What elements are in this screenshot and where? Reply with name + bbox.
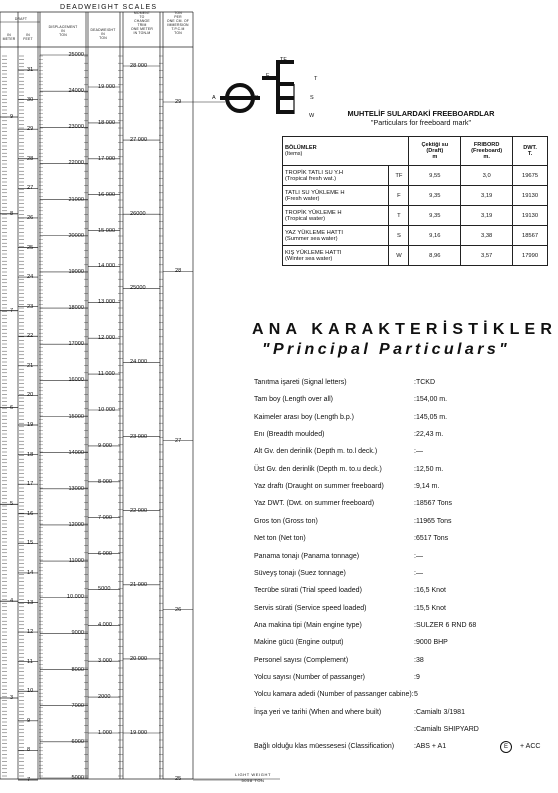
spec-value: :Camialtı SHIPYARD: [414, 726, 479, 733]
deadweight-tick-label: 19 000: [98, 84, 116, 90]
spec-value: :145,05 m.: [414, 413, 448, 421]
deadweight-tick-label: 5000: [98, 586, 111, 593]
feet-tick-label: 12: [27, 629, 34, 636]
mark-label-b: B: [255, 95, 259, 101]
meter-tick-label: 5: [10, 501, 14, 508]
mark-label-s: S: [310, 95, 314, 101]
feet-tick-label: 9: [27, 717, 31, 724]
feet-tick-label: 29: [27, 126, 34, 133]
displacement-tick-label: 19000: [68, 268, 84, 275]
moment-tick-label: 19 000: [130, 730, 148, 736]
deadweight-tick-label: 8 000: [98, 478, 112, 485]
table-row: [283, 246, 548, 266]
spec-label: Personel sayısı (Complement): [254, 656, 349, 664]
deadweight-tick-label: 3 000: [98, 658, 112, 665]
row-name-tr: TROPİK TATLI SU Y.H: [285, 169, 344, 176]
spec-label: Panama tonajı (Panama tonnage): [254, 552, 360, 560]
displacement-tick-label: 13000: [68, 485, 84, 492]
spec-row: [254, 518, 554, 533]
feet-tick-label: 22: [27, 333, 34, 340]
row-name-en: (Summer sea water): [285, 235, 338, 242]
light-weight-value: 5058 TON: [241, 778, 265, 783]
feet-tick-label: 28: [27, 155, 34, 162]
moment-header: MOMENT TO CHANGE TRIM ONE METER IN TON-M: [131, 11, 153, 35]
spec-row: [254, 379, 554, 394]
displacement-tick-label: 10.000: [66, 594, 84, 601]
feet-tick-label: 24: [27, 274, 34, 281]
moment-tick-label: 24 000: [130, 359, 148, 366]
spec-label: Yolcu kamara adedi (Number of passanger cabine):: [254, 691, 414, 699]
freeboard-title: MUHTELİF SULARDAKİ FREEBOARDLAR: [347, 109, 495, 118]
displacement-tick-label: 21000: [68, 196, 84, 203]
mark-label-w: W: [309, 113, 315, 119]
header-dwt-2: T.: [527, 151, 533, 157]
principal-subtitle: "Principal Particulars": [262, 341, 511, 358]
displacement-tick-label: 22000: [68, 160, 84, 167]
mark-label-a: A: [212, 95, 216, 101]
spec-label: İnşa yeri ve tarihi (When and where built): [254, 708, 382, 716]
row-draft: 9,55: [409, 166, 461, 186]
deadweight-tick-label: 4 000: [98, 622, 112, 629]
freeboard-subtitle: "Particulars for freeboard mark": [370, 118, 472, 127]
spec-label: Tanıtma işareti (Signal letters): [254, 379, 347, 386]
deadweight-tick-label: 7 000: [98, 514, 112, 521]
moment-tick-label: 23 000: [130, 433, 148, 440]
spec-value: :Camialtı 3/1981: [414, 708, 465, 716]
spec-value: :16,5 Knot: [414, 587, 446, 595]
row-freeboard: 3,57: [461, 246, 513, 266]
row-name-tr: TATLI SU YÜKLEME H: [285, 189, 345, 196]
spec-label: Net ton (Net ton): [254, 535, 306, 543]
spec-row: [254, 605, 554, 620]
spec-value: :—: [414, 569, 423, 577]
light-weight-label: LIGHT WEIGHT: [234, 772, 272, 777]
spec-label: Makine gücü (Engine output): [254, 639, 344, 647]
row-code: S: [389, 226, 409, 246]
moment-tick-label: 21 000: [130, 581, 148, 588]
tpc-header: TON PER ONE CM. OF IMMERSION T.P.C.M TON: [166, 11, 190, 35]
spec-row: [254, 466, 554, 481]
row-name-en: (Winter sea water): [285, 255, 333, 262]
spec-row: [254, 726, 554, 741]
spec-value: :—: [414, 448, 423, 456]
displacement-tick-label: 25000: [68, 52, 84, 58]
feet-tick-label: 14: [27, 569, 34, 576]
class-mark: [500, 741, 540, 753]
mark-label-f: F: [266, 73, 270, 79]
mark-label-t: T: [314, 76, 318, 82]
feet-tick-label: 30: [27, 96, 34, 103]
header-draft-1: Çektiği su: [421, 142, 449, 148]
spec-value: :15,5 Knot: [414, 604, 446, 612]
row-name-en: (Fresh water): [285, 195, 320, 202]
feet-tick-label: 23: [27, 303, 34, 310]
displacement-tick-label: 8000: [71, 666, 84, 673]
spec-row: [254, 396, 554, 411]
spec-label: Alt Gv. den derinlik (Depth m. to.l deck.): [254, 448, 378, 456]
spec-row: [254, 709, 554, 724]
displacement-tick-label: 7000: [71, 702, 84, 709]
row-name-tr: YAZ YÜKLEME HATTI: [285, 229, 343, 236]
freeboard-header-row: [283, 137, 548, 166]
table-row: [283, 206, 548, 226]
moment-tick-label: 20 000: [130, 655, 148, 662]
spec-row: [254, 622, 554, 637]
deadweight-tick-label: 17 000: [98, 155, 116, 162]
spec-value: :9000 BHP: [414, 639, 448, 647]
principal-title: ANA KARAKTERİSTİKLER: [252, 321, 558, 338]
row-name-en: (Tropical fresh wat.): [285, 175, 337, 182]
deadweight-tick-label: 9 000: [98, 442, 112, 449]
spec-row: [254, 483, 554, 498]
displacement-tick-label: 23000: [68, 124, 84, 131]
spec-value: :SULZER 6 RND 68: [414, 621, 477, 629]
deadweight-tick-label: 11 000: [98, 371, 115, 378]
spec-row: [254, 570, 554, 585]
deadweight-tick-label: 12 000: [98, 335, 116, 342]
deadweight-tick-label: 18 000: [98, 119, 116, 126]
moment-tick-label: 26000: [130, 211, 146, 218]
meter-tick-label: 8: [10, 210, 14, 217]
moment-tick-label: 28 000: [130, 63, 148, 69]
class-tail: + ACC: [520, 743, 541, 751]
row-dwt: 19130: [513, 186, 548, 206]
deadweight-tick-label: 14 000: [98, 263, 116, 270]
feet-tick-label: 15: [27, 540, 34, 547]
feet-tick-label: 17: [27, 481, 34, 488]
row-dwt: 17990: [513, 246, 548, 266]
spec-value: :22,43 m.: [414, 431, 444, 439]
row-freeboard: 3,0: [461, 166, 513, 186]
row-code: TF: [389, 166, 409, 186]
feet-tick-label: 10: [27, 688, 34, 695]
header-dwt-1: DWT.: [523, 145, 537, 151]
displacement-tick-label: 14000: [68, 449, 84, 456]
table-row: [283, 226, 548, 246]
row-code: T: [389, 206, 409, 226]
row-freeboard: 3,19: [461, 206, 513, 226]
deadweight-tick-label: 13 000: [98, 299, 116, 306]
draft-header: DRAFT: [14, 17, 28, 21]
feet-tick-label: 27: [27, 185, 34, 192]
tpc-tick-label: 25: [175, 776, 182, 782]
feet-tick-label: 19: [27, 422, 34, 428]
meter-tick-label: 3: [10, 695, 14, 701]
row-freeboard: 3,19: [461, 186, 513, 206]
feet-tick-label: 11: [27, 658, 33, 665]
deadweight-tick-label: 15 000: [98, 227, 116, 234]
deadweight-tick-label: 10 000: [98, 407, 116, 413]
row-draft: 8,96: [409, 246, 461, 266]
spec-label: Yaz draftı (Draught on summer freeboard): [254, 483, 384, 491]
feet-tick-label: 31: [27, 67, 34, 73]
spec-row: [254, 691, 554, 706]
displacement-tick-label: 16000: [68, 377, 84, 384]
freeboard-table: [282, 136, 548, 266]
moment-tick-label: 22 000: [130, 507, 148, 514]
displacement-tick-label: 9000: [71, 630, 84, 637]
feet-tick-label: 21: [27, 362, 34, 369]
spec-row: [254, 535, 554, 550]
table-row: [283, 186, 548, 206]
tpc-tick-label: 29: [175, 99, 182, 105]
spec-value: :6517 Tons: [414, 535, 449, 543]
row-name-tr: KIŞ YÜKLEME HATTI: [285, 249, 342, 256]
row-code: F: [389, 186, 409, 206]
row-dwt: 19130: [513, 206, 548, 226]
spec-row: [254, 414, 554, 429]
spec-row: [254, 657, 554, 672]
displacement-tick-label: 12000: [68, 521, 84, 528]
feet-tick-label: 20: [27, 392, 34, 399]
spec-row: [254, 587, 554, 602]
spec-value: :9: [414, 673, 420, 681]
scale-title: DEADWEIGHT SCALES: [60, 4, 158, 11]
meter-tick-label: 6: [10, 404, 14, 411]
header-freeboard-1: FRIBORD: [473, 142, 500, 148]
displacement-tick-label: 17000: [68, 341, 84, 348]
meter-header: IN METER: [2, 33, 16, 41]
row-name-tr: TROPİK YÜKLEME H: [285, 209, 342, 216]
row-dwt: 18567: [513, 226, 548, 246]
deadweight-tick-label: 2000: [98, 694, 111, 701]
row-code: W: [389, 246, 409, 266]
spec-label: Kaimeler arası boy (Length b.p.): [254, 413, 354, 421]
displacement-tick-label: 6000: [71, 738, 84, 745]
feet-tick-label: 18: [27, 451, 34, 458]
row-name-en: (Tropical water): [285, 215, 326, 222]
displacement-tick-label: 5000: [71, 775, 84, 781]
feet-tick-label: 7: [27, 777, 31, 783]
spec-value: :18567 Tons: [414, 500, 453, 508]
feet-tick-label: 8: [27, 747, 31, 754]
spec-value: :9,14 m.: [414, 483, 440, 491]
spec-label: Süveyş tonajı (Suez tonnage): [254, 569, 346, 577]
displacement-tick-label: 20000: [68, 232, 84, 239]
feet-header: IN FEET: [23, 33, 33, 41]
deadweight-tick-label: 1.000: [98, 730, 112, 736]
displacement-tick-label: 18000: [68, 305, 84, 312]
meter-tick-label: 4: [10, 598, 14, 605]
spec-label: Ana makina tipi (Main engine type): [254, 621, 362, 629]
displacement-tick-label: 15000: [68, 413, 84, 420]
deadweight-header: DEADWEIGHT IN TON: [90, 28, 116, 40]
spec-label: Gros ton (Gross ton): [254, 517, 318, 525]
spec-label: Yaz DWT. (Dwt. on summer freeboard): [254, 500, 375, 508]
feet-tick-label: 16: [27, 510, 34, 517]
tpc-tick-label: 27: [175, 437, 182, 444]
deadweight-tick-label: 6 000: [98, 550, 112, 557]
feet-tick-label: 26: [27, 214, 34, 221]
tpc-tick-label: 26: [175, 606, 182, 613]
spec-value: :38: [414, 656, 424, 664]
spec-row: [254, 431, 554, 446]
spec-row: [254, 639, 554, 654]
moment-tick-label: 25000: [130, 285, 146, 292]
spec-label: Tecrübe sürati (Trial speed loaded): [254, 587, 362, 595]
row-draft: 9,16: [409, 226, 461, 246]
spec-value: :—: [414, 552, 423, 560]
row-draft: 9,35: [409, 206, 461, 226]
row-draft: 9,35: [409, 186, 461, 206]
feet-tick-label: 25: [27, 244, 34, 251]
table-row: [283, 166, 548, 186]
header-items: (Items): [285, 151, 303, 157]
spec-row: [254, 674, 554, 689]
spec-row: [254, 500, 554, 515]
displacement-tick-label: 24000: [68, 88, 84, 95]
spec-label: Enı (Breadth moulded): [254, 431, 325, 439]
tpc-tick-label: 28: [175, 268, 182, 275]
spec-row: [254, 743, 554, 758]
spec-label: Servis sürati (Service speed loaded): [254, 604, 367, 612]
moment-tick-label: 27 000: [130, 137, 148, 144]
spec-value: 5: [414, 691, 418, 699]
meter-tick-label: 7: [10, 307, 14, 314]
row-freeboard: 3,38: [461, 226, 513, 246]
mark-label-tf: TF: [280, 57, 287, 63]
header-freeboard-3: m.: [483, 154, 490, 160]
row-dwt: 19675: [513, 166, 548, 186]
meter-tick-label: 9: [10, 114, 14, 120]
header-freeboard-2: (Freeboard): [471, 148, 503, 154]
spec-value: :11965 Tons: [414, 517, 452, 525]
spec-value: :ABS + A1: [414, 743, 447, 751]
spec-row: [254, 448, 554, 463]
feet-tick-label: 13: [27, 599, 34, 606]
spec-value: :154,00 m.: [414, 396, 448, 404]
deadweight-tick-label: 16 000: [98, 191, 116, 198]
spec-label: Üst Gv. den derinlik (Depth m. to.u deck.): [254, 465, 382, 473]
displacement-tick-label: 11000: [68, 558, 84, 565]
header-bolumler: BÖLÜMLER: [285, 145, 317, 151]
displacement-header: DISPLACEMENT IN TON: [48, 25, 78, 37]
header-draft-3: m: [432, 154, 438, 160]
spec-value: :TCKD: [414, 379, 435, 386]
spec-label: Tam boy (Length over all): [254, 396, 333, 404]
spec-label: Yolcu sayısı (Number of passanger): [254, 673, 366, 681]
class-circle-e: E: [500, 741, 512, 753]
spec-row: [254, 553, 554, 568]
header-draft-2: (Draft): [426, 148, 444, 154]
spec-value: :12,50 m.: [414, 465, 444, 473]
spec-label: Bağlı olduğu klas müessesesi (Classification): [254, 743, 395, 751]
